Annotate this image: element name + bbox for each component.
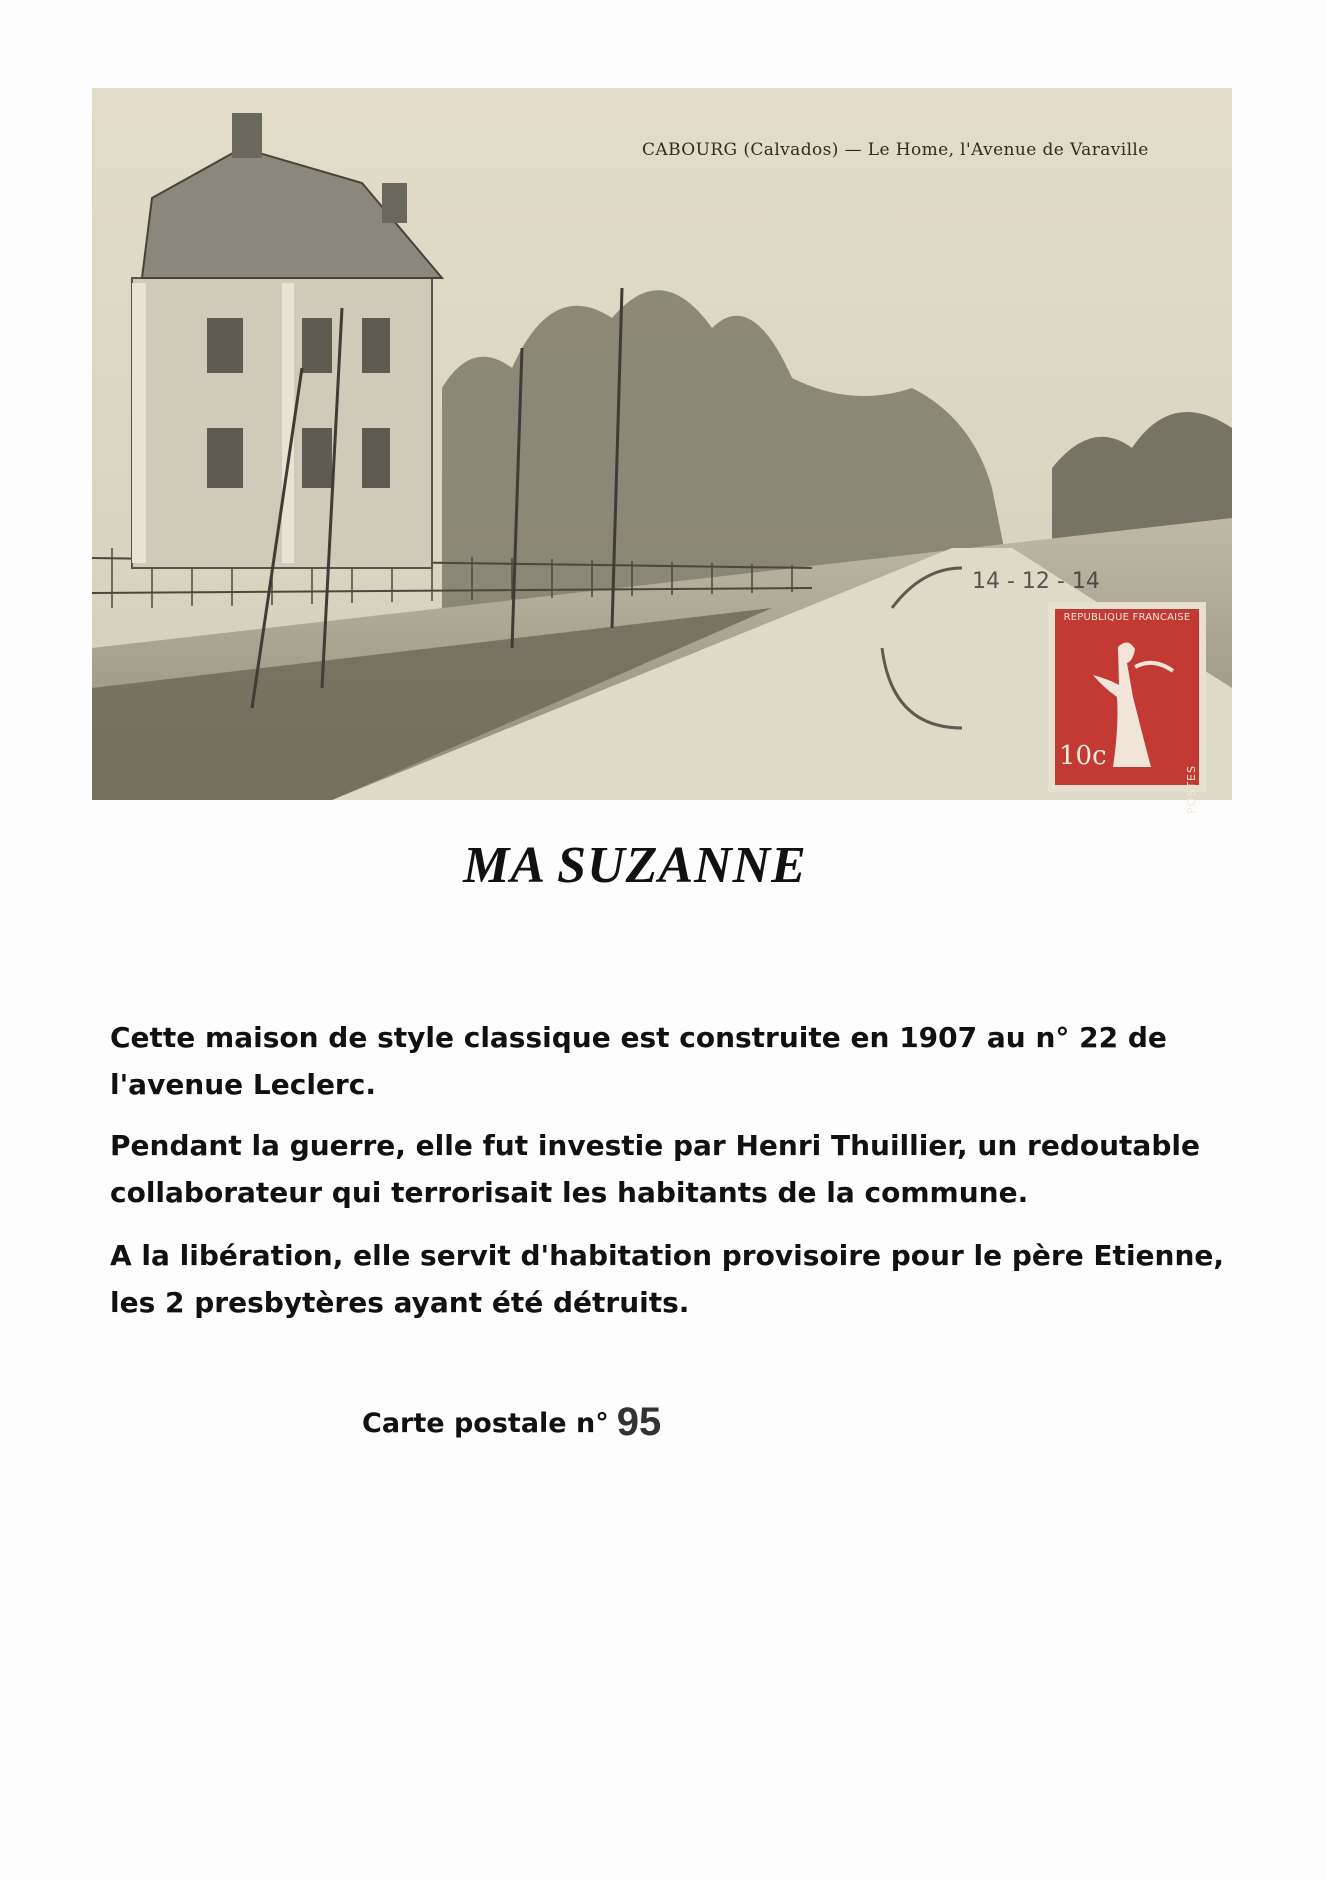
postcard-reference-label: Carte postale n° — [362, 1408, 609, 1439]
postmark-text: 14 - 12 - 14 — [972, 569, 1100, 594]
postage-stamp — [1048, 602, 1206, 814]
paragraph-liberation: A la libération, elle servit d'habitation provisoire pour le père Etienne, les 2 presbytères ayant été détruits. — [110, 1239, 1225, 1319]
stamp-value: 10c — [1059, 741, 1107, 771]
page-title: MA SUZANNE — [463, 837, 807, 894]
paragraph-construction: Cette maison de style classique est construite en 1907 au n° 22 de l'avenue Leclerc. — [110, 1021, 1167, 1101]
stamp-country: REPUBLIQUE FRANCAISE — [1063, 612, 1191, 623]
postcard-photo — [92, 88, 1232, 814]
postcard-reference — [362, 1400, 661, 1445]
postcard-caption: CABOURG (Calvados) — Le Home, l'Avenue de Varaville — [642, 140, 1149, 160]
paragraph-war: Pendant la guerre, elle fut investie par Henri Thuillier, un redoutable collaborateur qui terrorisait les habitants de la commune. — [110, 1129, 1200, 1209]
stamp-label: POSTES — [1185, 765, 1198, 814]
postcard-reference-number: 95 — [616, 1400, 662, 1444]
